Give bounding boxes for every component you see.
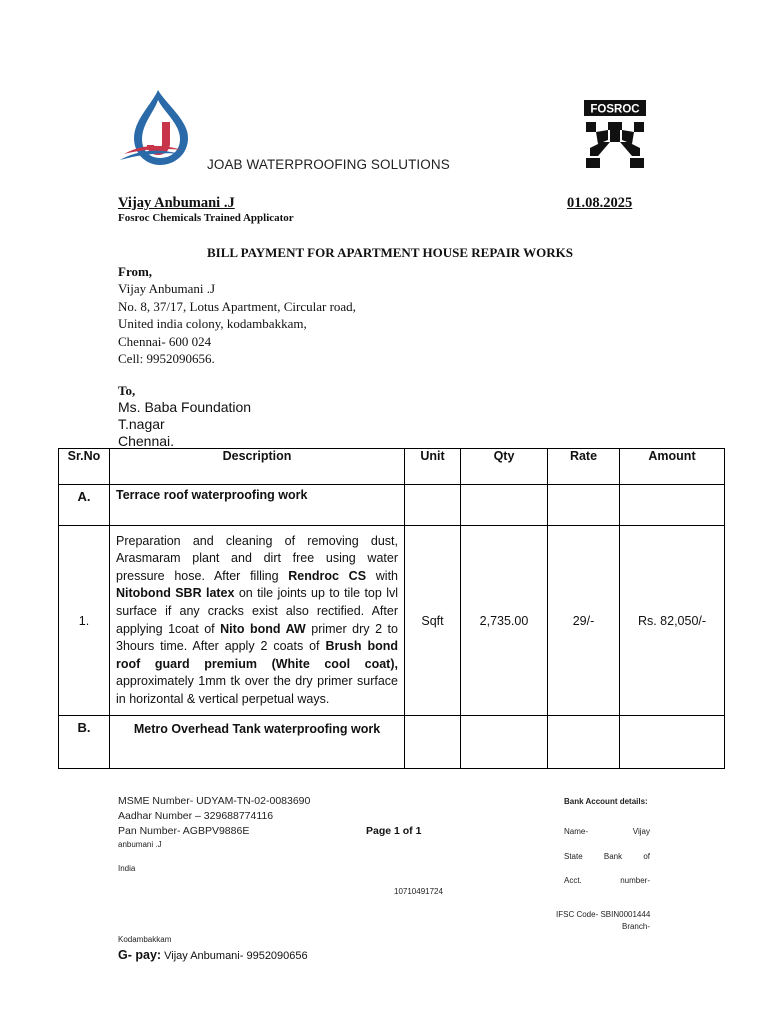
bill-items-table	[58, 448, 725, 769]
section-label: A.	[59, 485, 110, 526]
to-line: Chennai.	[118, 433, 175, 449]
bank-word: Acct.	[564, 876, 582, 885]
to-line: T.nagar	[118, 416, 165, 432]
pan-number: Pan Number- AGBPV9886E	[118, 825, 250, 837]
msme-number: MSME Number- UDYAM-TN-02-0083690	[118, 795, 311, 807]
vendor-name: Vijay Anbumani .J	[118, 195, 235, 211]
bank-name-value: Vijay	[632, 827, 650, 836]
from-line: United india colony, kodambakkam,	[118, 316, 307, 332]
aadhar-number: Aadhar Number – 329688774116	[118, 810, 274, 822]
bank-details-title: Bank Account details:	[564, 797, 648, 806]
page-number: Page 1 of 1	[366, 825, 422, 837]
bank-word: of	[643, 852, 650, 861]
empty-cell	[461, 485, 548, 526]
col-header-rate: Rate	[548, 449, 620, 485]
from-line: No. 8, 37/17, Lotus Apartment, Circular road,	[118, 298, 356, 314]
bank-word: number-	[620, 876, 650, 885]
col-header-unit: Unit	[405, 449, 461, 485]
empty-cell	[461, 716, 548, 769]
from-line: Vijay Anbumani .J	[118, 281, 216, 297]
col-header-amount: Amount	[620, 449, 725, 485]
item-qty: 2,735.00	[461, 526, 548, 716]
gpay-value: Vijay Anbumani- 9952090656	[161, 950, 308, 962]
table-row	[59, 526, 725, 716]
desc-product: Nito bond AW	[220, 621, 306, 636]
empty-cell	[405, 716, 461, 769]
desc-text: approximately 1mm tk over the dry primer surface in horizontal & vertical perpetual ways.	[116, 674, 398, 706]
from-address	[118, 263, 356, 367]
from-label: From,	[118, 264, 153, 279]
section-row-a	[59, 485, 725, 526]
footer-country: India	[118, 864, 136, 873]
col-header-description: Description	[110, 449, 405, 485]
footer-locality: Kodambakkam	[118, 935, 172, 944]
bank-name-line	[564, 827, 650, 836]
footer-name-fragment: anbumani .J	[118, 840, 162, 849]
bank-state-line	[564, 852, 650, 861]
empty-cell	[548, 716, 620, 769]
item-unit: Sqft	[405, 526, 461, 716]
account-number: 10710491724	[394, 887, 443, 896]
col-header-qty: Qty	[461, 449, 548, 485]
empty-cell	[548, 485, 620, 526]
bank-name-label: Name-	[564, 827, 589, 836]
document-title-text: BILL PAYMENT FOR APARTMENT HOUSE REPAIR WORKS	[206, 245, 573, 260]
desc-text: primer dry 2 to 3hours time. After apply 2 coats of	[116, 621, 398, 654]
to-address	[118, 382, 251, 450]
section-title: Metro Overhead Tank waterproofing work	[110, 716, 405, 769]
to-line: Ms. Baba Foundation	[118, 399, 252, 415]
gpay-line	[118, 948, 308, 962]
bank-word: Bank	[603, 852, 623, 861]
bank-branch: Branch-	[621, 922, 650, 931]
from-line: Cell: 9952090656.	[118, 351, 215, 367]
item-srno: 1.	[59, 526, 110, 716]
desc-product: Brush bond roof guard premium (White cool coat),	[116, 639, 398, 671]
item-amount: Rs. 82,050/-	[620, 526, 725, 716]
section-title: Terrace roof waterproofing work	[110, 485, 405, 526]
document-title	[0, 245, 768, 261]
desc-text: Preparation and cleaning of removing dust, Arasmaram plant and dirt free using water pressure hose. After filling	[116, 533, 398, 583]
gpay-label: G- pay:	[118, 948, 162, 962]
bank-ifsc: IFSC Code- SBIN0001444	[556, 910, 651, 919]
section-label: B.	[59, 716, 110, 769]
desc-product: Rendroc CS	[288, 568, 367, 583]
fosroc-logo	[584, 100, 646, 170]
empty-cell	[620, 716, 725, 769]
item-description	[110, 526, 405, 716]
vendor-subtitle: Fosroc Chemicals Trained Applicator	[118, 212, 294, 224]
empty-cell	[405, 485, 461, 526]
col-header-srno: Sr.No	[59, 449, 110, 485]
from-line: Chennai- 600 024	[118, 333, 212, 349]
table-header-row	[59, 449, 725, 485]
bank-acct-line	[564, 876, 650, 885]
to-label: To,	[118, 383, 136, 398]
desc-text: on tile joints up to tile top lvl surface if any cracks exist also rectified. After applying 1coat of	[116, 586, 398, 636]
bill-date: 01.08.2025	[567, 195, 633, 211]
fosroc-logo-text: FOSROC	[590, 103, 640, 116]
section-row-b	[59, 716, 725, 769]
desc-product: Nitobond SBR latex	[116, 586, 235, 601]
joab-drop-logo	[118, 88, 200, 168]
bank-word: State	[564, 852, 583, 861]
empty-cell	[620, 485, 725, 526]
desc-text: with	[366, 568, 399, 583]
item-rate: 29/-	[548, 526, 620, 716]
company-name: JOAB WATERPROOFING SOLUTIONS	[207, 157, 450, 172]
